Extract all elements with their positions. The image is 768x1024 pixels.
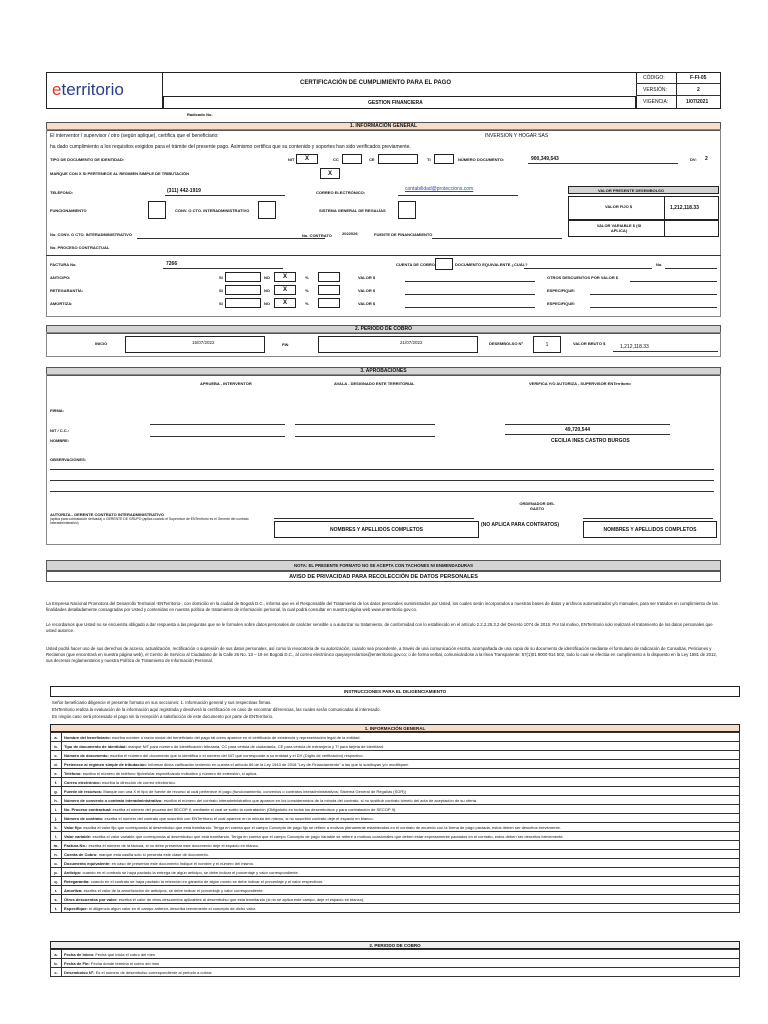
row-term: Valor fijo: xyxy=(64,824,83,830)
row-text: escriba el número del contrato que suscribió con ENTerritorio el cual aparece en la minuta del mismo, si no suscribió contrato deje el espacio en blanco. xyxy=(104,815,374,821)
anticipo-no-checkbox[interactable]: X xyxy=(274,272,296,282)
row-text: escriba el número del documento que lo identifica o el número del NIT que corresponde a su entidad y el DV (Dígito de verificación) respectivo. xyxy=(110,752,364,758)
row-text: marque esta casilla solo si presenta este clase de documento. xyxy=(98,851,209,857)
instr-s2-title: 2. PERIODO DE COBRO xyxy=(50,941,740,949)
instr-row xyxy=(51,751,740,760)
row-key: a. xyxy=(51,733,62,742)
instr-row xyxy=(51,841,740,850)
version-value: 2 xyxy=(697,87,700,93)
phone-value[interactable]: (311) 442-1919 xyxy=(167,188,201,194)
row-desc xyxy=(62,778,740,787)
row-text: Marque con una X el tipo de fuente de recurso al cual pertenece el pago (funcionamiento, convenios o contratos interadministrativos; Sistema General de Regalías (SGR)) xyxy=(103,788,406,794)
certify-intro2: ha dado cumplimiento a los requisitos exigidos para el trámite del presente pago. Asimismo certifica que su contenido y soportes han sido verificados previamente. xyxy=(50,144,411,150)
row-key: k. xyxy=(51,823,62,832)
form-subtitle: GESTION FINANCIERA xyxy=(368,100,423,106)
row-term: Cuenta de Cobro: xyxy=(64,851,98,857)
instr-row xyxy=(51,868,740,877)
nombres1-box: NOMBRES Y APELLIDOS COMPLETOS xyxy=(274,521,479,538)
vigencia-value: 1/07/2021 xyxy=(686,99,709,105)
nit-checkbox[interactable]: X xyxy=(296,154,318,164)
row-key: b. xyxy=(51,742,62,751)
anticipo-si-checkbox[interactable] xyxy=(225,272,261,282)
row-term: Teléfono: xyxy=(64,770,82,776)
row-term: Valor variable: xyxy=(64,833,92,839)
row-desc xyxy=(62,823,740,832)
row-key: t. xyxy=(51,904,62,913)
row-key: m. xyxy=(51,841,62,850)
row-term: Fecha de Fin: xyxy=(64,960,90,966)
ti-checkbox[interactable] xyxy=(434,154,454,164)
instr-row xyxy=(51,950,740,959)
row-key: c. xyxy=(51,968,62,977)
row-desc xyxy=(62,805,740,814)
instr-row xyxy=(51,877,740,886)
amortiza-no-checkbox[interactable]: X xyxy=(274,298,296,308)
row-desc xyxy=(62,859,740,868)
row-term: Pertenece al regimen simple de tributación: xyxy=(64,761,147,767)
row-term: Tipo de documento de identidad: xyxy=(64,743,127,749)
row-text: escriba el número de la factura, si no debe presentar este documento deje el espacio en blanco. xyxy=(88,842,260,848)
row-term: Correo electrónico: xyxy=(64,779,101,785)
row-desc xyxy=(62,886,740,895)
row-desc xyxy=(62,904,740,913)
codigo-label: CÓDIGO: xyxy=(643,75,665,81)
funcionamiento-checkbox[interactable] xyxy=(148,201,166,219)
valor-bruto-value[interactable]: 1,212,118.33 xyxy=(620,344,649,350)
row-key: i. xyxy=(51,805,62,814)
row-desc xyxy=(62,850,740,859)
row-desc xyxy=(62,760,740,769)
instr-row xyxy=(51,805,740,814)
section1-bar: 1. INFORMACIÓN GENERAL xyxy=(46,122,721,131)
row-key: s. xyxy=(51,895,62,904)
section2-bar: 2. PERIODO DE COBRO xyxy=(46,325,721,334)
row-text: escriba el valor fijo que corresponda al desembolso que esta tramitando. Tenga en cuenta que el campo Concepto de pago fijo se refiere a motivos plenamente establecidos en el contrato de acuerdo con la forma de pago pactada, estos deben ser descritos brevemente. xyxy=(83,824,561,830)
contract-number-value[interactable]: 2022026 xyxy=(342,231,358,236)
valor-fijo-value[interactable]: 1,212,118.33 xyxy=(670,205,699,211)
row-text: en caso de presentar este documento indique el nombre y el número del mismo. xyxy=(111,860,255,866)
row-desc xyxy=(62,895,740,904)
row-text: escriba nombre o razón social del beneficiario del pago tal como aparece en el certificado de existencia y representación legal de la entidad. xyxy=(112,734,361,740)
retegarantia-no-checkbox[interactable]: X xyxy=(274,285,296,295)
row-term: Número de documento: xyxy=(64,752,109,758)
row-term: Retegarantía: xyxy=(64,878,90,884)
vigencia-label: VIGENCIA: xyxy=(643,99,669,105)
instr-s1-table xyxy=(50,732,740,913)
row-key: j. xyxy=(51,814,62,823)
row-key: e. xyxy=(51,769,62,778)
instr-line-3: En ningún caso será procesado el pago sin la recepción a satisfacción de este documento por parte de ENTerritorio. xyxy=(52,714,274,719)
row-text: Fecha donde termina el cobro del mes xyxy=(90,960,160,966)
row-key: a. xyxy=(51,950,62,959)
row-term: Especifique: xyxy=(64,905,88,911)
instructions-title: INSTRUCCIONES PARA EL DILIGENCIAMIENTO xyxy=(50,686,740,697)
aviso-bar: AVISO DE PRIVACIDAD PARA RECOLECCIÓN DE DATOS PERSONALES xyxy=(46,571,721,582)
row-text: escriba el número de teléfono fijo/celular especificando indicativo y número de extensión, si aplica. xyxy=(82,770,258,776)
instr-row xyxy=(51,778,740,787)
amortiza-pct-input[interactable] xyxy=(318,298,340,308)
row-term: Fuente de recursos: xyxy=(64,788,103,794)
section3-bar: 3. APROBACIONES xyxy=(46,367,721,376)
instr-row xyxy=(51,904,740,913)
fin-field[interactable] xyxy=(318,336,478,353)
row-key: f. xyxy=(51,778,62,787)
row-term: Número de contrato: xyxy=(64,815,104,821)
cuenta-cobro-checkbox[interactable] xyxy=(435,258,453,270)
row-key: b. xyxy=(51,959,62,968)
row-term: Desembolso Nº: xyxy=(64,969,95,975)
row-desc xyxy=(62,814,740,823)
instr-line-2: ENTerritorio realiza la evaluación de la información aquí registrada y devolverá la certificación en caso de encontrar diferencias, las cuales serán comunicadas al interesado. xyxy=(52,707,381,712)
row-key: n. xyxy=(51,850,62,859)
privacy-paragraph-1: La Empresa Nacional Promotora del Desarrollo Territorial -ENTerritorio-, con domicilio en la ciudad de Bogotá D.C., informa que es el Responsable del Tratamiento de los datos personales suministrados por Usted, los cuales serán incorporados a nuestras bases de datos y archivos automatizados y/o manuales, para ser tratados en cumplimiento de las finalidades detalladamente consagradas por Usted y contenidas en nuestra política de tratamiento de información personal, la cual podrá consultar en nuestra página web www.enterritorio.gov.co. xyxy=(46,601,718,612)
instr-row xyxy=(51,959,740,968)
row-text: escriba el valor de la amortización de anticipos, se debe indicar el porcentaje y valor correspondiente. xyxy=(83,887,264,893)
row-key: c. xyxy=(51,751,62,760)
row-key: h. xyxy=(51,796,62,805)
row-desc xyxy=(62,751,740,760)
supervisor-name: CECILIA INES CASTRO BURGOS xyxy=(551,438,630,444)
row-desc xyxy=(62,832,740,841)
row-text: Es el numero de desembolso correspondiente al periodo a cobrar xyxy=(95,969,212,975)
row-term: Documento equivalente: xyxy=(64,860,111,866)
nombres2-box: NOMBRES Y APELLIDOS COMPLETOS xyxy=(583,521,717,538)
row-term: Nombre del beneficiario: xyxy=(64,734,111,740)
amortiza-si-checkbox[interactable] xyxy=(225,298,261,308)
row-key: r. xyxy=(51,886,62,895)
dv-value[interactable]: 2 xyxy=(705,156,708,162)
doc-number-value[interactable]: 900,349,543 xyxy=(531,156,559,162)
invoice-value[interactable]: 7266 xyxy=(166,261,178,267)
row-key: o. xyxy=(51,859,62,868)
anticipo-pct-input[interactable] xyxy=(318,272,340,282)
sgr-checkbox[interactable] xyxy=(398,201,416,219)
instr-row xyxy=(51,832,740,841)
row-desc xyxy=(62,877,740,886)
instr-line-1: Señor beneficiario diligencie el presente formato en sus secciones: 1. Información general y sus respectivas firmas. xyxy=(52,700,272,705)
beneficiary-name: INVERSION Y HOGAR SAS xyxy=(485,133,549,139)
row-desc xyxy=(62,733,740,742)
instr-row xyxy=(51,796,740,805)
row-term: Amortiza: xyxy=(64,887,83,893)
instr-row xyxy=(51,787,740,796)
row-term: Número de convenio o contrato interadministrativo: xyxy=(64,797,163,803)
row-text: escriba la dirección de correo electrónico. xyxy=(102,779,176,785)
row-text: el diligencio algún valor en el campo anterior, describa brevemente el concepto de dicho valor. xyxy=(88,905,256,911)
fin-value: 21/07/2022 xyxy=(400,340,423,345)
codigo-value: F-FI-05 xyxy=(690,75,707,81)
regimen-checkbox[interactable]: X xyxy=(320,168,340,179)
version-label: VERSIÓN: xyxy=(643,87,667,93)
enterritorio-logo: eterritorio xyxy=(52,80,124,99)
nota-bar: NOTA: EL PRESENTE FORMATO NO SE ACEPTA CON TACHONES NI ENMENDADURAS xyxy=(46,560,721,571)
instr-row xyxy=(51,760,740,769)
row-text: escriba el valor variable que corresponda al desembolso que está tramitando. Tenga en cuenta que el campo Concepto de pago Variable se refiere a motivos ocasionales que deben estar expresamente pactados en el contrato, estos deben ser descritos brevemente. xyxy=(92,833,564,839)
instr-row xyxy=(51,968,740,977)
desembolso-field[interactable]: 1 xyxy=(533,336,561,353)
row-key: q. xyxy=(51,877,62,886)
row-desc xyxy=(62,868,740,877)
row-term: Factura No.: xyxy=(64,842,88,848)
row-text: cuando en el contrato se haya pactado la entrega de algún anticipo, se debe indicar el porcentaje y valor correspondiente. xyxy=(82,869,299,875)
row-text: Fecha que inicia el cobro del mes xyxy=(95,951,155,957)
row-desc xyxy=(62,968,740,977)
inicio-value: 15/07/2022 xyxy=(192,340,215,345)
row-desc xyxy=(62,841,740,850)
row-desc xyxy=(62,742,740,751)
retegarantia-pct-input[interactable] xyxy=(318,285,340,295)
row-term: Otros descuentos por valor: xyxy=(64,896,118,902)
row-key: d. xyxy=(51,760,62,769)
row-term: No. Proceso contractual: xyxy=(64,806,112,812)
row-text: escriba el valor de otros descuentos aplicables al desembolso que esta tramitando (si no se aplica este campo, deje el espacio en blanco). xyxy=(118,896,365,902)
row-text: cuando en el contrato se haya pactado la retención en garantía de algún monto se debe indicar el porcentaje y el valor respectivos. xyxy=(90,878,324,884)
ce-checkbox[interactable] xyxy=(378,154,418,164)
supervisor-nit: 49,720,544 xyxy=(565,427,591,433)
row-text: escriba el número del proceso del SECOP II, mediante el cual se surtió la contratación (Obligatorio en todos los desembolsos y para contratación de SECOP II). xyxy=(112,806,397,812)
privacy-paragraph-2: Le recordamos que Usted no se encuentra obligado a dar respuesta a las preguntas que se le formulen sobre datos personales de carácter sensible o a autorizar su tratamiento, de conformidad con lo establecido en el artículo 2.2.2.25.3.2 del Decreto 1074 de 2015. Por tal motivo, ENTerritorio solo realizará el tratamiento de los datos personales que usted autorice. xyxy=(46,622,713,633)
instr-row xyxy=(51,742,740,751)
instr-row xyxy=(51,886,740,895)
certify-intro: El interventor / supervisor / otro (según aplique), certifica que el beneficiario: xyxy=(50,133,219,139)
instr-row xyxy=(51,814,740,823)
instr-row xyxy=(51,769,740,778)
row-desc xyxy=(62,769,740,778)
instr-row xyxy=(51,895,740,904)
radicado-label: Radicado No. xyxy=(187,112,213,117)
row-term: Fecha de Inicio: xyxy=(64,951,95,957)
row-term: Anticipo: xyxy=(64,869,82,875)
row-desc xyxy=(62,787,740,796)
instr-s2-table xyxy=(50,949,740,977)
privacy-paragraph-3: Usted podrá hacer uso de sus derechos de acceso, actualización, rectificación o supresión de sus datos personales, así como la revocatoria de su autorización, cuando sea procedente, a través de una comunicación escrita, acompañada de una copia de su documento de identificación mediante el formulario de radicación de Consultas, Peticiones y Reclamos (que encontrará en nuestra página web), el Centro de Servicio al Ciudadano de la Calle 26 No. 13 – 19 en Bogotá D.C., al correo electrónico quejasyreclamos@enterritorio.gov.co; o de forma verbal, comunicándose a la línea Transparente: 57(1)01 8000 914 502, todo lo cual se efectúa en cumplimiento a lo dispuesto en la Ley 1581 de 2012, sus decretos reglamentarios y nuestra Política de Tratamiento de Información Personal. xyxy=(46,646,717,663)
instr-row xyxy=(51,733,740,742)
row-desc xyxy=(62,796,740,805)
instr-row xyxy=(51,850,740,859)
instr-row xyxy=(51,823,740,832)
form-title: CERTIFICACIÓN DE CUMPLIMIENTO PARA EL PAGO xyxy=(300,80,452,86)
instr-s1-title: 1. INFORMACIÓN GENERAL xyxy=(50,724,740,732)
row-key: l. xyxy=(51,832,62,841)
row-text: Informar dicha calificación teniendo en cuenta el artículo 66 de la Ley 1943 de 2018 "Ley de Financiamiento" a las que lo sustituyan y/o modifiquen xyxy=(148,761,409,767)
row-key: p. xyxy=(51,868,62,877)
row-text: marque NIT para número de identificación tributaria, CC para cédula de ciudadanía, CE para cédula de extranjería y TI para tarjeta de identidad. xyxy=(127,743,384,749)
instr-row xyxy=(51,859,740,868)
email-value[interactable]: contabilidad@proteccions.com xyxy=(405,186,474,192)
row-text: escriba el número del contrato interadministrativo que aparece en los considerandos de la minuta del contrato, si no sustituir contrato tómelo del acta de aceptación de su oferta. xyxy=(163,797,478,803)
conv-checkbox[interactable] xyxy=(258,201,276,219)
row-desc xyxy=(62,950,740,959)
retegarantia-si-checkbox[interactable] xyxy=(225,285,261,295)
cc-checkbox[interactable] xyxy=(342,154,362,164)
row-desc xyxy=(62,959,740,968)
row-key: g. xyxy=(51,787,62,796)
